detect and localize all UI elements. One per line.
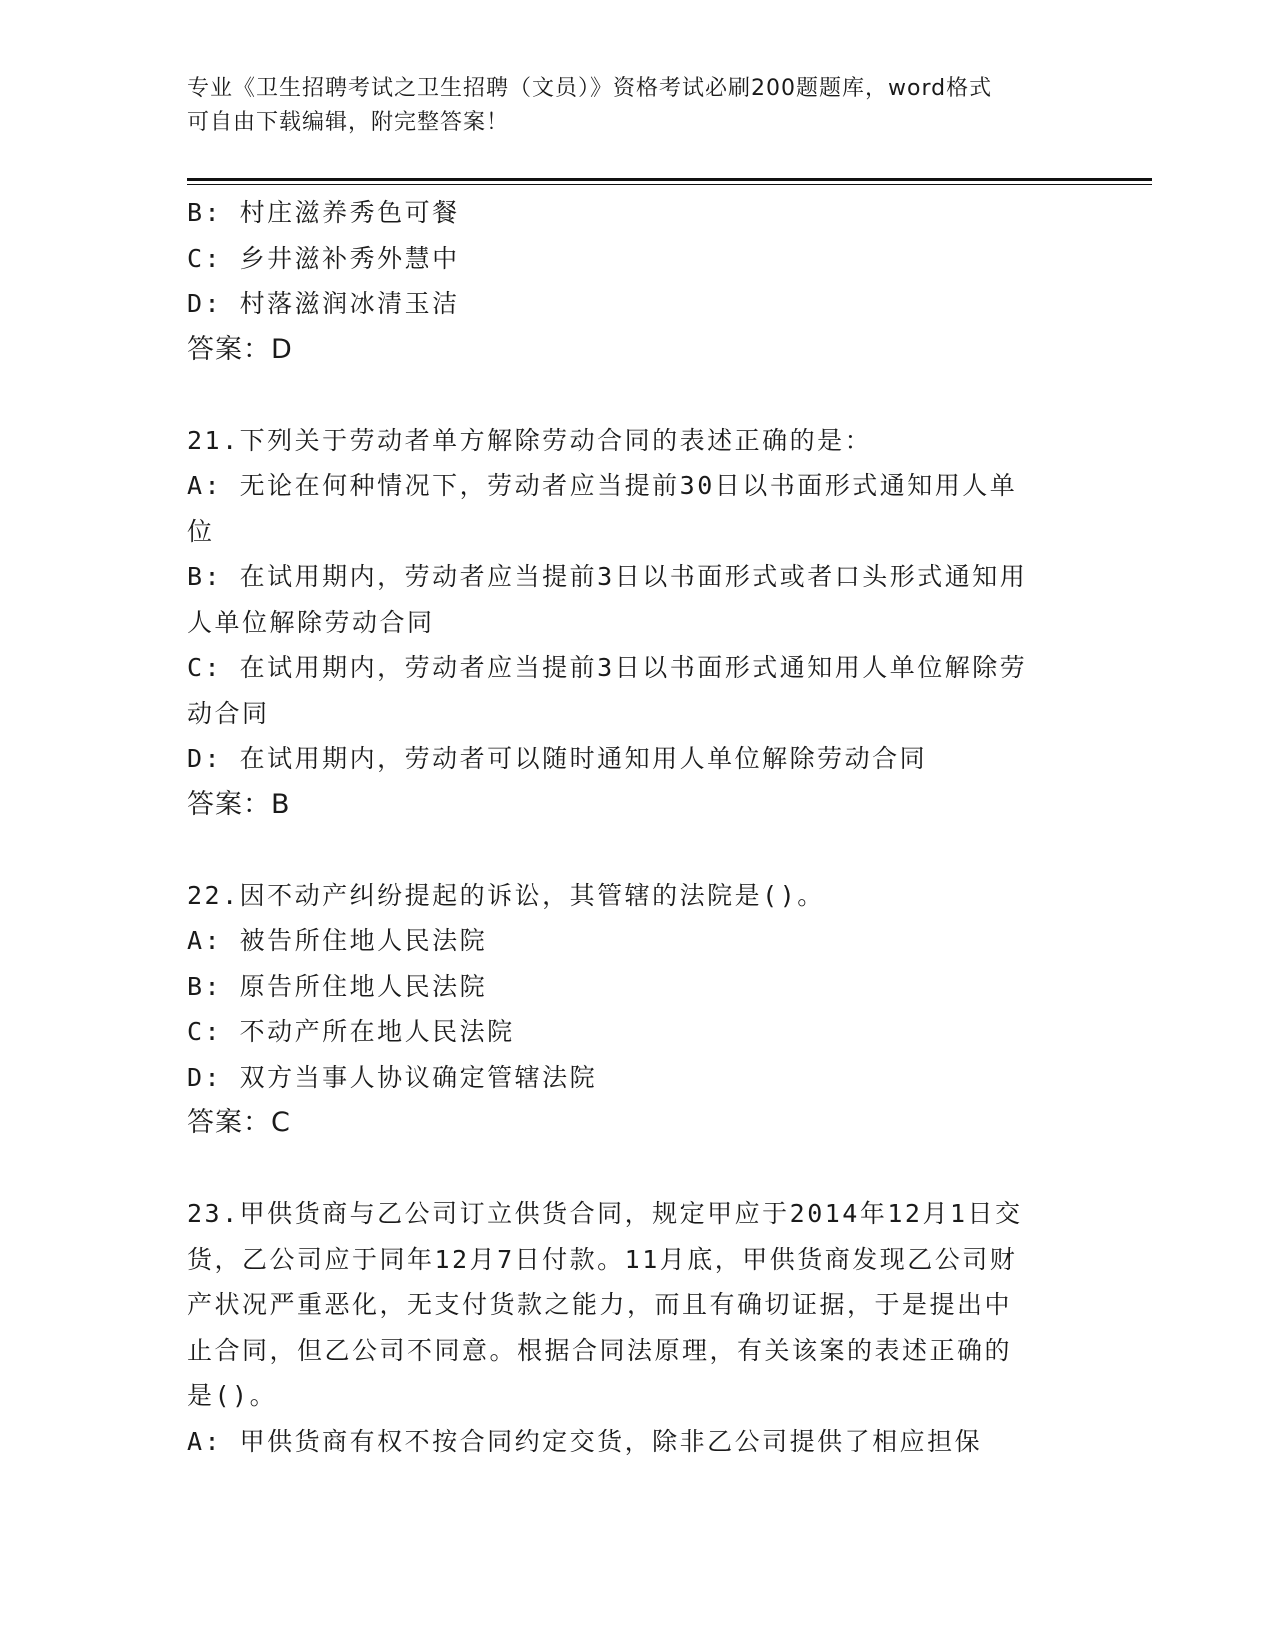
document-header [187,72,1087,140]
option-c: C: 不动产所在地人民法院 [187,1017,515,1046]
question-stem: 23.甲供货商与乙公司订立供货合同，规定甲应于2014年12月1日交 [187,1199,1023,1228]
header-divider-thin [187,184,1152,185]
option-b-continued: 人单位解除劳动合同 [187,607,435,637]
answer: 答案：D [187,333,293,365]
question-stem-continued: 是()。 [187,1381,278,1410]
question-21 [187,418,1067,828]
option-d: D: 村落滋润冰清玉洁 [187,289,460,318]
spacer [187,827,1067,873]
option-a: A: 被告所住地人民法院 [187,926,488,955]
option-d: D: 双方当事人协议确定管辖法院 [187,1062,598,1092]
question-stem: 22.因不动产纠纷提起的诉讼，其管辖的法院是()。 [187,880,825,910]
option-b: B: 村庄滋养秀色可餐 [187,198,460,227]
question-stem-continued: 货，乙公司应于同年12月7日付款。11月底，甲供货商发现乙公司财 [187,1244,1018,1274]
option-c: C: 乡井滋补秀外慧中 [187,243,460,273]
option-b: B: 原告所住地人民法院 [187,971,488,1001]
option-d: D: 在试用期内，劳动者可以随时通知用人单位解除劳动合同 [187,744,928,773]
option-a-continued: 位 [187,516,215,546]
question-23 [187,1191,1067,1464]
question-stem: 21.下列关于劳动者单方解除劳动合同的表述正确的是： [187,425,873,455]
option-c-continued: 动合同 [187,698,270,728]
spacer [187,1146,1067,1192]
header-line-1: 专业《卫生招聘考试之卫生招聘（文员）》资格考试必刷200题题库，word格式 [187,76,993,101]
option-b: B: 在试用期内，劳动者应当提前3日以书面形式或者口头形式通知用 [187,562,1028,591]
question-stem-continued: 止合同，但乙公司不同意。根据合同法原理，有关该案的表述正确的 [187,1335,1013,1365]
question-stem-continued: 产状况严重恶化，无支付货款之能力，而且有确切证据，于是提出中 [187,1290,1013,1319]
header-line-2: 可自由下载编辑，附完整答案！ [187,110,510,135]
answer: 答案：C [187,1107,291,1138]
header-divider-thick [187,178,1152,181]
spacer [187,372,1067,418]
question-content [187,190,1067,1464]
option-c: C: 在试用期内，劳动者应当提前3日以书面形式通知用人单位解除劳 [187,653,1028,682]
question-22 [187,873,1067,1146]
answer: 答案：B [187,788,291,820]
option-a: A: 甲供货商有权不按合同约定交货，除非乙公司提供了相应担保 [187,1426,983,1456]
question-20-tail [187,190,1067,372]
option-a: A: 无论在何种情况下，劳动者应当提前30日以书面形式通知用人单 [187,471,1018,500]
